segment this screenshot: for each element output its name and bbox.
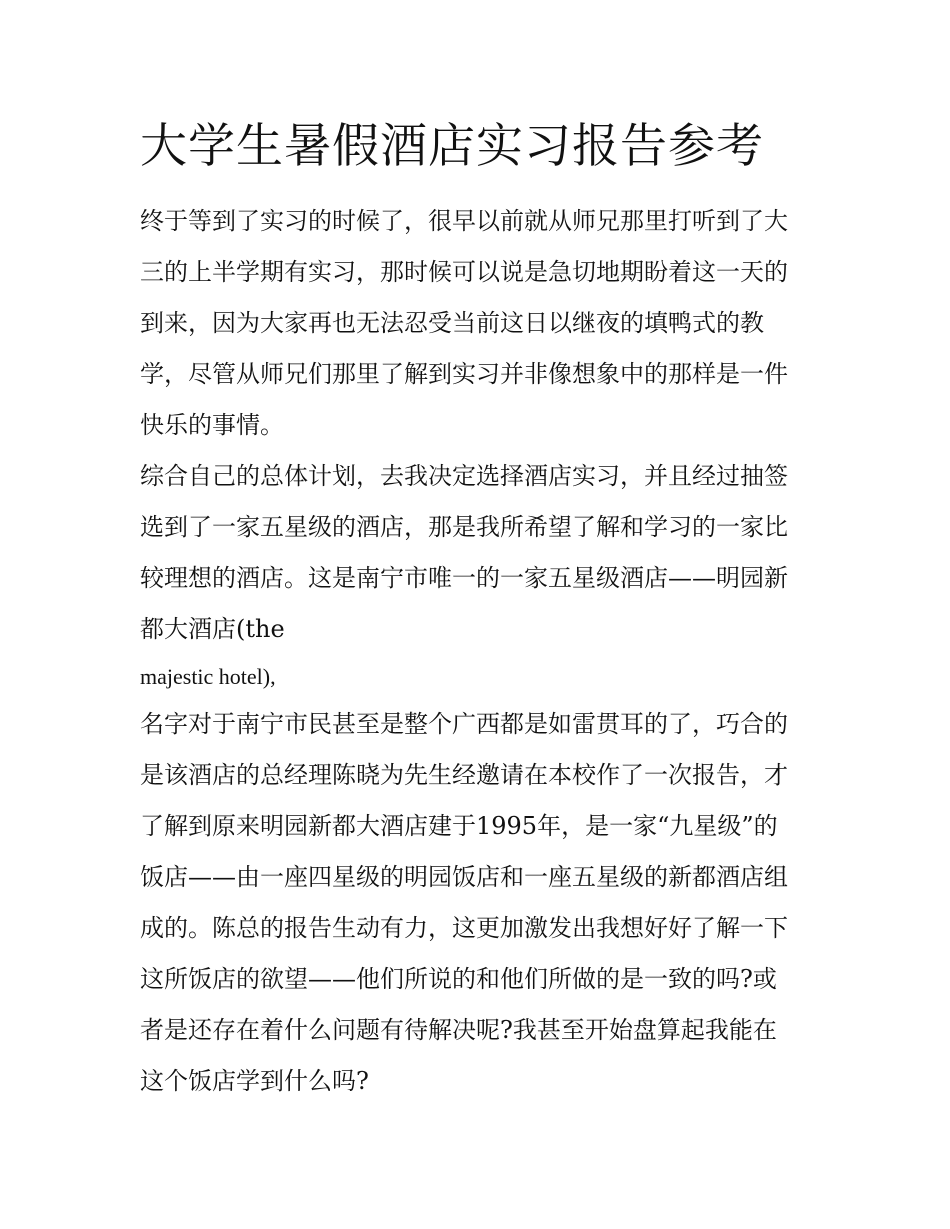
paragraph-1-line: 三的上半学期有实习，那时候可以说是急切地期盼着这一天的 (140, 258, 788, 286)
paragraph-3-line: 是该酒店的总经理陈晓为先生经邀请在本校作了一次报告，才 (140, 761, 788, 789)
paragraph-3-line: 这所饭店的欲望——他们所说的和他们所做的是一致的吗?或 (140, 965, 777, 993)
paragraph-1-line: 终于等到了实习的时候了，很早以前就从师兄那里打听到了大 (140, 207, 788, 235)
paragraph-2-line: 选到了一家五星级的酒店，那是我所希望了解和学习的一家比 (140, 513, 788, 541)
paragraph-2-line: 较理想的酒店。这是南宁市唯一的一家五星级酒店——明园新 (140, 564, 788, 592)
paragraph-2-line: 综合自己的总体计划，去我决定选择酒店实习，并且经过抽签 (140, 462, 788, 490)
paragraph-2 (140, 451, 815, 699)
paragraph-2-line: 都大酒店(the (140, 615, 285, 643)
paragraph-3 (140, 699, 815, 1107)
paragraph-3-line: 饭店——由一座四星级的明园饭店和一座五星级的新都酒店组 (140, 863, 788, 891)
document-title: 大学生暑假酒店实习报告参考 (140, 119, 764, 174)
paragraph-1-line: 到来，因为大家再也无法忍受当前这日以继夜的填鸭式的教 (140, 309, 764, 337)
document-page (140, 112, 815, 1107)
paragraph-3-line: 者是还存在着什么问题有待解决呢?我甚至开始盘算起我能在 (140, 1016, 777, 1044)
paragraph-3-line: 成的。陈总的报告生动有力，这更加激发出我想好好了解一下 (140, 914, 788, 942)
paragraph-1-line: 学，尽管从师兄们那里了解到实习并非像想象中的那样是一件 (140, 360, 788, 388)
paragraph-1-line: 快乐的事情。 (140, 411, 284, 439)
paragraph-3-line: 名字对于南宁市民甚至是整个广西都是如雷贯耳的了，巧合的 (140, 710, 788, 738)
hotel-english-name: majestic hotel), (140, 664, 276, 689)
paragraph-1 (140, 196, 815, 451)
paragraph-3-line: 了解到原来明园新都大酒店建于1995年，是一家“九星级”的 (140, 812, 778, 840)
paragraph-3-line: 这个饭店学到什么吗? (140, 1067, 369, 1095)
